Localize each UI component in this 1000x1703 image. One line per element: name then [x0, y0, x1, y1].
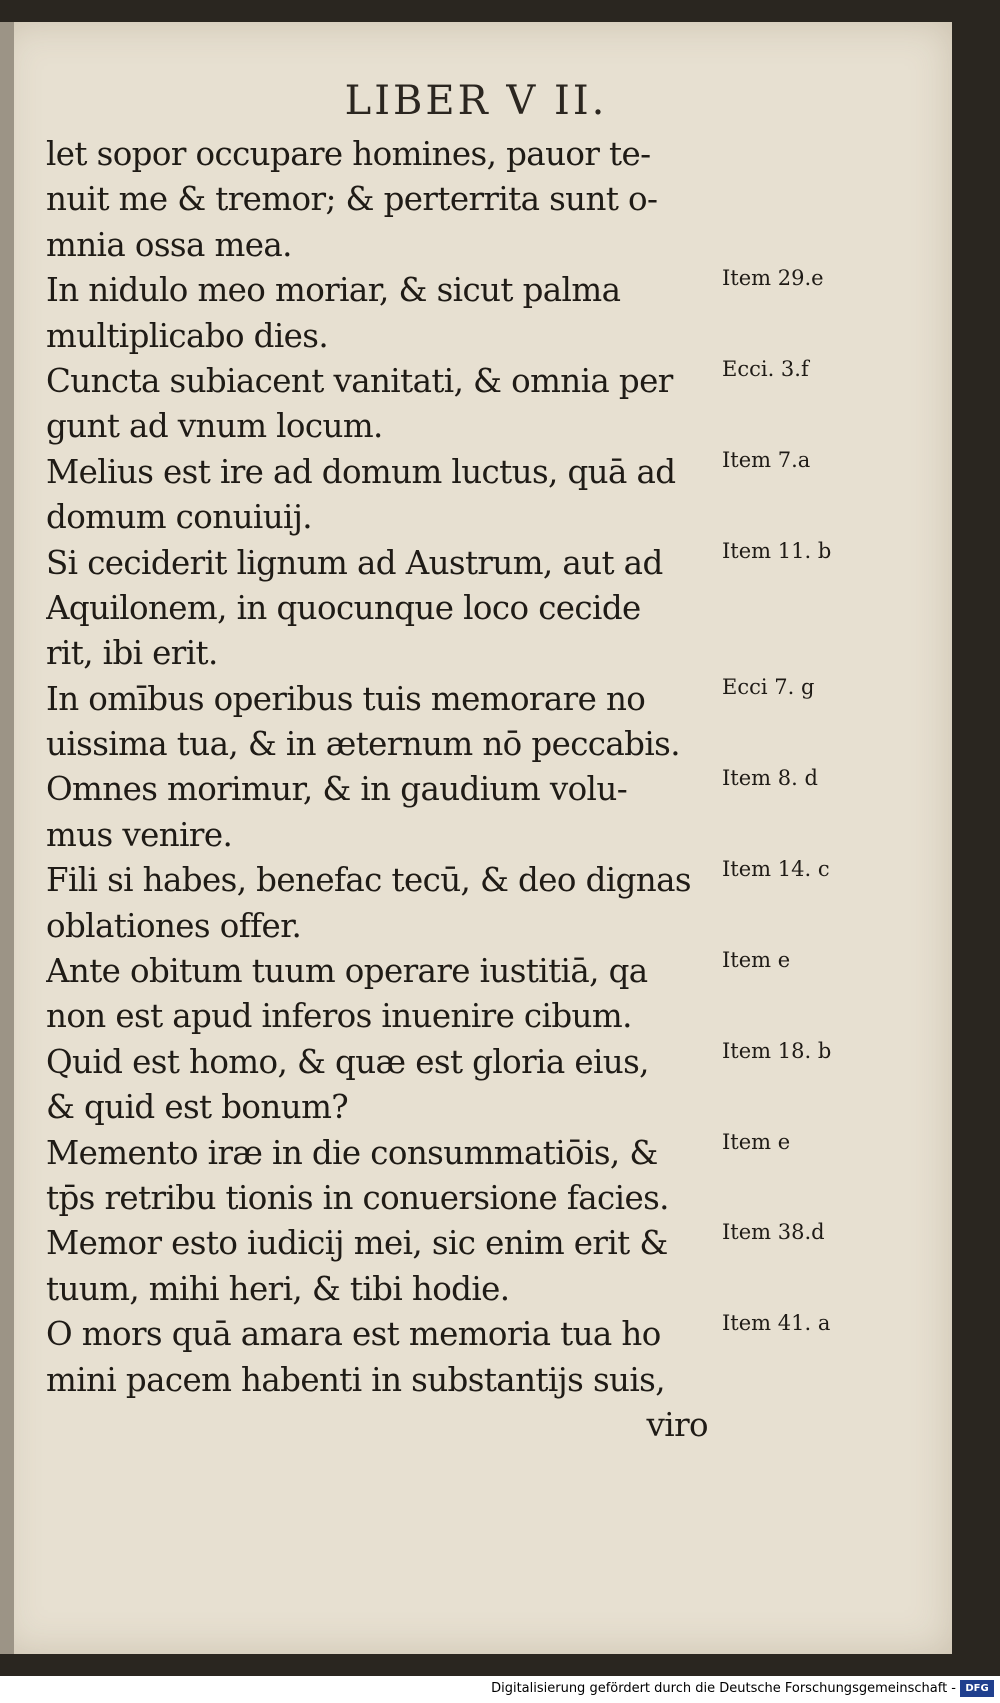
text-line: In nidulo meo moriar, & sicut palma: [46, 271, 621, 310]
margin-note: Item 38.d: [722, 1220, 825, 1244]
margin-note: Item 41. a: [722, 1311, 831, 1335]
footer-bar: [0, 1676, 1000, 1703]
text-line: tuum, mihi heri, & tibi hodie.: [46, 1269, 510, 1308]
text-line: Omnes morimur, & in gaudium volu-: [46, 770, 628, 809]
text-line: & quid est bonum?: [46, 1088, 349, 1127]
text-line: mini pacem habenti in substantijs suis,: [46, 1360, 665, 1399]
margin-note: Item 14. c: [722, 857, 830, 881]
margin-note: Item 8. d: [722, 766, 818, 790]
text-line: gunt ad vnum locum.: [46, 407, 383, 446]
margin-note: Item 7.a: [722, 448, 811, 472]
text-line: mnia ossa mea.: [46, 225, 292, 264]
text-line: oblationes offer.: [46, 906, 302, 945]
text-line: Fili si habes, benefac tecū, & deo dignas: [46, 861, 691, 900]
text-line: O mors quā amara est memoria tua ho: [46, 1315, 661, 1354]
margin-note: Item e: [722, 1130, 791, 1154]
text-line: Si ceciderit lignum ad Austrum, aut ad: [46, 543, 663, 582]
text-line: uissima tua, & in æternum nō peccabis.: [46, 725, 680, 764]
text-line: non est apud inferos inuenire cibum.: [46, 997, 632, 1036]
text-line: Quid est homo, & quæ est gloria eius,: [46, 1042, 649, 1081]
text-line: nuit me & tremor; & perterrita sunt o-: [46, 180, 658, 219]
text-line: Memento iræ in die consummatiōis, &: [46, 1133, 658, 1172]
page-gutter: [0, 22, 14, 1654]
text-line: Ante obitum tuum operare iustitiā, qa: [46, 952, 648, 991]
main-text: [46, 132, 718, 1448]
text-line: mus venire.: [46, 815, 233, 854]
text-line: tp̄s retribu tionis in conuersione facies.: [46, 1178, 669, 1217]
digitization-credit: Digitalisierung gefördert durch die Deutsche Forschungsgemeinschaft -: [491, 1681, 956, 1696]
text-line: multiplicabo dies.: [46, 316, 329, 355]
text-line: domum conuiuij.: [46, 498, 313, 537]
margin-note: Item e: [722, 948, 791, 972]
catchword: viro: [646, 1405, 708, 1444]
margin-note: Item 29.e: [722, 266, 824, 290]
text-line: rit, ibi erit.: [46, 634, 218, 673]
margin-note: Item 18. b: [722, 1039, 832, 1063]
margin-note: Ecci 7. g: [722, 675, 815, 699]
text-line: let sopor occupare homines, pauor te-: [46, 135, 651, 173]
dfg-logo: DFG: [960, 1680, 994, 1697]
margin-note: Ecci. 3.f: [722, 357, 809, 381]
margin-note: Item 11. b: [722, 539, 832, 563]
text-line: Melius est ire ad domum luctus, quā ad: [46, 452, 676, 491]
text-line: Aquilonem, in quocunque loco cecide: [46, 588, 641, 627]
text-line: Cuncta subiacent vanitati, & omnia per: [46, 361, 673, 400]
text-line: Memor esto iudicij mei, sic enim erit &: [46, 1224, 668, 1263]
running-header: LIBER V II.: [344, 78, 608, 124]
text-line: In omībus operibus tuis memorare no: [46, 679, 646, 718]
